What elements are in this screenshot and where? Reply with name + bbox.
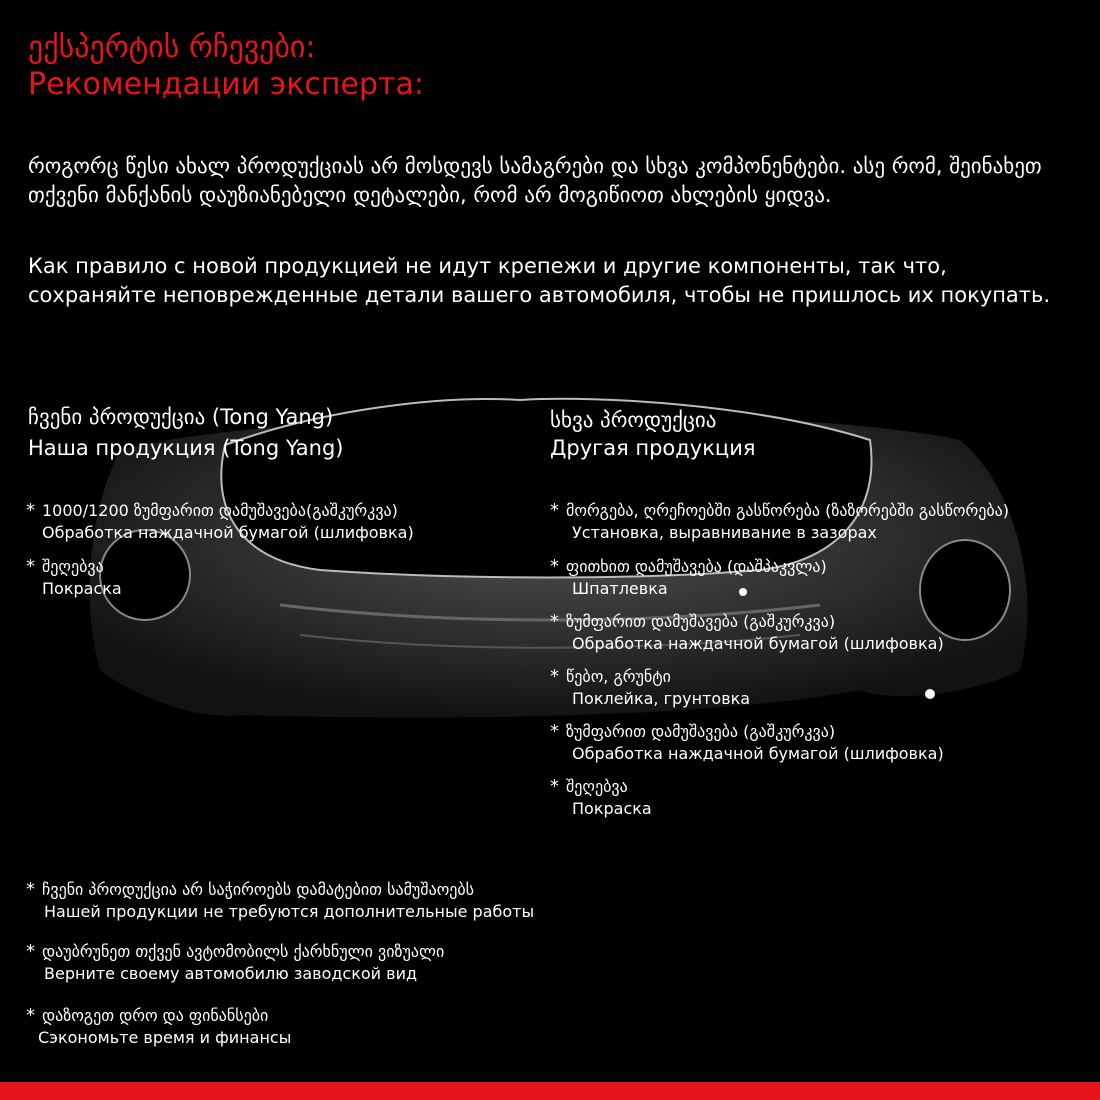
other-item-georgian: ზუმფარით დამუშავება (გაშკურკვა) <box>566 612 836 631</box>
other-item <box>550 611 944 655</box>
ours-item <box>26 556 122 600</box>
ours-heading-russian: Наша продукция (Tong Yang) <box>28 436 344 460</box>
benefit-georgian: დაზოგეთ დრო და ფინანსები <box>42 1006 269 1025</box>
benefit-russian: Сэкономьте время и финансы <box>38 1028 292 1047</box>
other-item-russian: Покраска <box>572 799 652 818</box>
other-item-georgian: მორგება, ღრეჩოებში გასწორება (ზაზორებში გასწორება) <box>566 501 1009 520</box>
other-item <box>550 500 1009 544</box>
other-item <box>550 721 944 765</box>
benefit-russian: Нашей продукции не требуются дополнительные работы <box>44 902 535 921</box>
bullet-star: * <box>26 1005 35 1026</box>
bullet-star: * <box>26 500 35 521</box>
other-heading-russian: Другая продукция <box>550 436 756 460</box>
bullet-star: * <box>550 611 559 632</box>
benefit-item <box>26 1005 291 1049</box>
other-item-russian: Поклейка, грунтовка <box>572 689 751 708</box>
intro-georgian: როგორც წესი ახალ პროდუქციას არ მოსდევს სამაგრები და სხვა კომპონენტები. ასე რომ, შეინახეთ თქვენი მანქანის დაუზიანებელი დეტალები, რომ არ მოგიწიოთ ახლების ყიდვა. <box>28 154 1042 207</box>
other-item <box>550 776 652 820</box>
bullet-star: * <box>26 941 35 962</box>
page-title-georgian: ექსპერტის რჩევები: <box>28 30 316 65</box>
benefit-georgian: ჩვენი პროდუქცია არ საჭიროებს დამატებით სამუშაოებს <box>42 880 475 899</box>
page-title-russian: Рекомендации эксперта: <box>28 67 424 102</box>
bullet-star: * <box>550 556 559 577</box>
benefit-item <box>26 879 534 923</box>
ours-item-russian: Обработка наждачной бумагой (шлифовка) <box>42 523 414 542</box>
bullet-star: * <box>550 721 559 742</box>
other-item-russian: Установка, выравнивание в зазорах <box>572 523 877 542</box>
other-item-russian: Шпатлевка <box>572 579 668 598</box>
ours-item-georgian: 1000/1200 ზუმფარით დამუშავება(გაშკურკვა) <box>42 501 398 520</box>
bullet-star: * <box>550 776 559 797</box>
other-item-georgian: წებო, გრუნტი <box>566 667 671 686</box>
bullet-star: * <box>26 879 35 900</box>
ours-heading-georgian: ჩვენი პროდუქცია (Tong Yang) <box>28 405 334 429</box>
benefit-georgian: დაუბრუნეთ თქვენ ავტომობილს ქარხნული ვიზუალი <box>42 942 445 961</box>
bullet-star: * <box>550 666 559 687</box>
other-item <box>550 666 750 710</box>
ours-item <box>26 500 414 544</box>
other-item-georgian: შეღებვა <box>566 777 628 796</box>
other-heading-georgian: სხვა პროდუქცია <box>550 408 717 432</box>
bullet-star: * <box>550 500 559 521</box>
benefit-russian: Верните своему автомобилю заводской вид <box>44 964 418 983</box>
benefit-item <box>26 941 444 985</box>
other-item <box>550 556 827 600</box>
intro-russian: Как правило с новой продукцией не идут крепежи и другие компоненты, так что, сохраняйте неповрежденные детали вашего автомобиля, чтобы не пришлось их покупать. <box>28 254 1051 307</box>
other-item-russian: Обработка наждачной бумагой (шлифовка) <box>572 744 944 763</box>
ours-item-russian: Покраска <box>42 579 122 598</box>
ours-item-georgian: შეღებვა <box>42 557 104 576</box>
other-item-georgian: ზუმფარით დამუშავება (გაშკურკვა) <box>566 722 836 741</box>
other-item-russian: Обработка наждачной бумагой (шлифовка) <box>572 634 944 653</box>
other-item-georgian: ფითხით დამუშავება (დაშპაკვლა) <box>566 557 827 576</box>
bullet-star: * <box>26 556 35 577</box>
footer-accent-bar <box>0 1082 1100 1100</box>
